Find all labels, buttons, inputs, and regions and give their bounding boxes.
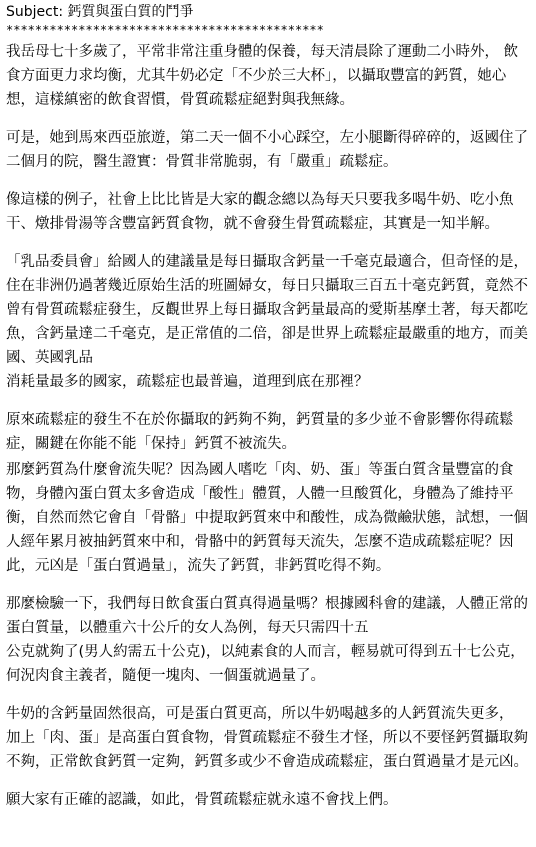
paragraph-cause: 原來疏鬆症的發生不在於你攝取的鈣夠不夠，鈣質量的多少並不會影響你得疏鬆症，關鍵在你能不能「保持」鈣質不被流失。	[6, 412, 514, 452]
paragraph-recommendation: 「乳品委員會」給國人的建議量是每日攝取含鈣量一千毫克最適合，但奇怪的是，住在非洲仍過著幾近原始生活的班圖婦女，每日只攝取三百五十毫克鈣質，竟然不曾有骨質疏鬆症發生，反觀世界上每日攝取含鈣量最高的愛斯基摩土著，每天都吃魚，含鈣量達二千毫克，是正常值的二倍，卻是世界上疏鬆症最嚴重的地方，而美國、英國乳品 消耗量最多的國家，疏鬆症也最普遍，道理到底在那裡？	[6, 254, 528, 390]
subject-label: Subject:	[6, 4, 64, 20]
paragraph-accident: 可是，她到馬來西亞旅遊，第二天一個不小心踩空，左小腿斷得碎碎的，返國住了二個月的院，醫生證實：骨質非常脆弱，有「嚴重」疏鬆症。	[6, 130, 528, 170]
separator-line: ********************************************	[6, 23, 324, 37]
paragraph-closing: 願大家有正確的認識，如此，骨質疏鬆症就永遠不會找上們。	[6, 792, 398, 808]
subject-text: 鈣質與蛋白質的鬥爭	[67, 4, 194, 20]
subject-line	[6, 2, 530, 22]
paragraph-misconception: 像這樣的例子，社會上比比皆是大家的觀念總以為每天只要我多喝牛奶、吃小魚干、燉排骨湯等含豐富鈣質食物，就不會發生骨質疏鬆症，其實是一知半解。	[6, 192, 514, 232]
paragraph-milk: 牛奶的含鈣量固然很高，可是蛋白質更高，所以牛奶喝越多的人鈣質流失更多， 加上「肉、蛋」是高蛋白質食物，骨質疏鬆症不發生才怪，所以不要怪鈣質攝取夠不夠，正常飲食鈣質一定夠，鈣質多或少不會造成疏鬆症，蛋白質過量才是元凶。	[6, 706, 528, 770]
paragraph-protein-check: 那麼檢驗一下，我們每日飲食蛋白質真得過量嗎？根據國科會的建議，人體正常的蛋白質量，以體重六十公斤的女人為例，每天只需四十五 公克就夠了(男人約需五十公克)，以純素食的人而言，輕易就可得到五十七公克，何況肉食主義者，隨便一塊肉、一個蛋就過量了。	[6, 596, 528, 684]
paragraph-calcium-loss: 那麼鈣質為什麼會流失呢？因為國人嗜吃「肉、奶、蛋」等蛋白質含量豐富的食物，身體內蛋白質太多會造成「酸性」體質，人體一旦酸質化，身體為了維持平衡，自然而然它會自「骨骼」中提取鈣質來中和酸性，成為微鹼狀態，試想，一個人經年累月被抽鈣質來中和，骨骼中的鈣質每天流失，怎麼不造成疏鬆症呢？因此，元凶是「蛋白質過量」，流失了鈣質，非鈣質吃得不夠。	[6, 462, 528, 574]
paragraph-intro: 我岳母七十多歲了，平常非常注重身體的保養，每天清晨除了運動二小時外， 飲食方面更力求均衡，尤其牛奶必定「不少於三大杯」，以攝取豐富的鈣質，她心想，這樣縝密的飲食習慣，骨質疏鬆症絕對與我無緣。	[6, 44, 519, 108]
